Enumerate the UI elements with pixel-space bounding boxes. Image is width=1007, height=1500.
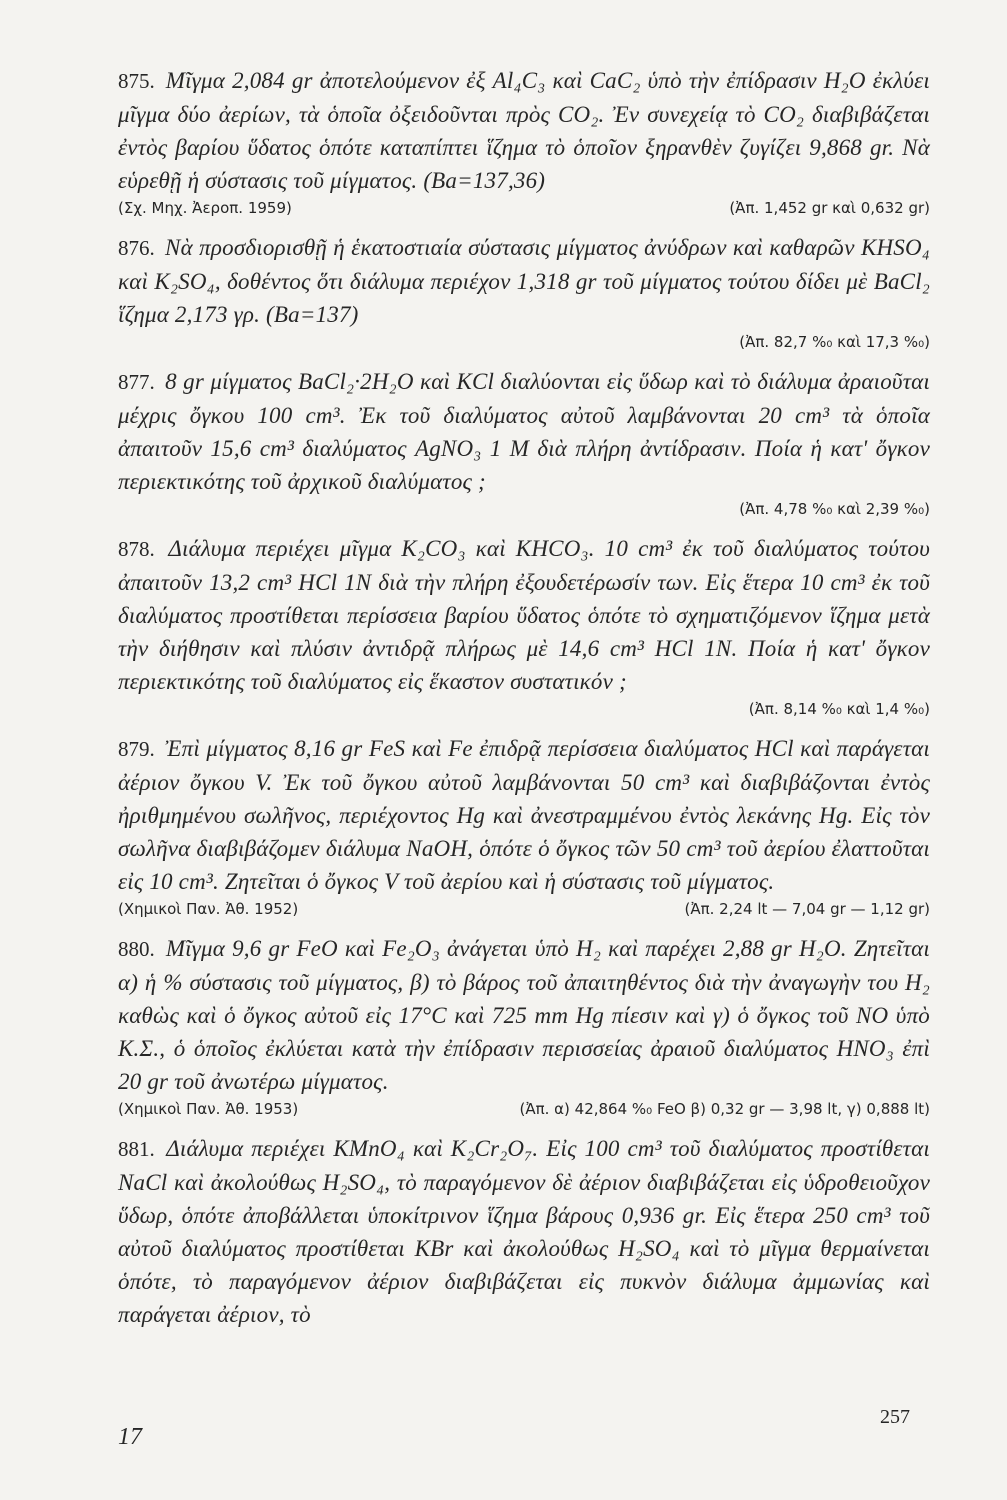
problem-text: Ἐπὶ μίγματος 8,16 gr FeS καὶ Fe ἐπιδρᾷ περίσσεια διαλύματος HCl καὶ παράγεται ἀέριον ὄγκου V. Ἐκ τοῦ ὄγκου αὐτοῦ λαμβάνονται 50 cm³ καὶ διαβιβάζονται ἐντὸς ἠριθμημένου σωλῆνος, περιέχοντος Hg καὶ ἀνεστραμμένου ἐντὸς λεκάνης Hg. Εἰς τὸν σωλῆνα διαβιβάζομεν διάλυμα NaOH, ὁπότε ὁ ὄγκος τῶν 50 cm³ τοῦ ἀερίου ἐλαττοῦται εἰς 10 cm³. Ζητεῖται ὁ ὄγκος V τοῦ ἀερίου καὶ ἡ σύστασις τοῦ μίγματος. <box>118 736 930 894</box>
problem-list <box>118 64 930 1331</box>
problem-877 <box>118 365 930 520</box>
problem-text: Διάλυμα περιέχει μῖγμα K₂CO₃ καὶ KHCO₃. 10 cm³ ἐκ τοῦ διαλύματος τούτου ἀπαιτοῦν 13,2 cm³ HCl 1N διὰ τὴν πλήρη ἐξουδετέρωσίν των. Εἰς ἕτερα 10 cm³ ἐκ τοῦ διαλύματος προστίθεται περίσσεια βαρίου ὕδατος ὁπότε τὸ σχηματιζόμενον ἵζημα μετὰ τὴν διήθησιν καὶ πλύσιν ἀντιδρᾷ πλήρως μὲ 14,6 cm³ HCl 1N. Ποία ἡ κατ' ὄγκον περιεκτικότης τοῦ διαλύματος εἰς ἕκαστον συστατικόν ; <box>118 536 930 694</box>
problem-number: 879. <box>118 737 155 761</box>
problem-answer: (Ἀπ. 8,14 %₀ καὶ 1,4 %₀) <box>748 700 930 718</box>
problem-881 <box>118 1132 930 1331</box>
problem-880 <box>118 932 930 1120</box>
problem-text: Μῖγμα 2,084 gr ἀποτελούμενον ἐξ Al₄C₃ καὶ CaC₂ ὑπὸ τὴν ἐπίδρασιν H₂O ἐκλύει μῖγμα δύο ἀερίων, τὰ ὁποῖα ὀξειδοῦνται πρὸς CO₂. Ἐν συνεχείᾳ τὸ CO₂ διαβιβάζεται ἐντὸς βαρίου ὕδατος ὁπότε καταπίπτει ἵζημα τὸ ὁποῖον ξηρανθὲν ζυγίζει 9,868 gr. Νὰ εὑρεθῇ ἡ σύστασις τοῦ μίγματος. (Ba=137,36) <box>118 68 931 193</box>
problem-answer: (Ἀπ. 82,7 %₀ καὶ 17,3 %₀) <box>739 333 930 351</box>
problem-number: 875. <box>118 69 155 93</box>
problem-number: 880. <box>118 937 155 961</box>
problem-source: (Χημικοὶ Παν. Ἀθ. 1953) <box>118 1100 299 1118</box>
problem-text: Μῖγμα 9,6 gr FeO καὶ Fe₂O₃ ἀνάγεται ὑπὸ H₂ καὶ παρέχει 2,88 gr H₂O. Ζητεῖται α) ἡ % σύστασις τοῦ μίγματος, β) τὸ βάρος τοῦ ἀπαιτηθέντος διὰ τὴν ἀναγωγὴν του H₂ καθὼς καὶ ὁ ὄγκος αὐτοῦ εἰς 17°C καὶ 725 mm Hg πίεσιν καὶ γ) ὁ ὄγκος τοῦ NO ὑπὸ Κ.Σ., ὁ ὁποῖος ἐκλύεται κατὰ τὴν ἐπίδρασιν περισσείας ἀραιοῦ διαλύματος HNO₃ ἐπὶ 20 gr τοῦ ἀνωτέρω μίγματος. <box>118 936 930 1094</box>
problem-text: Διάλυμα περιέχει KMnO₄ καὶ K₂Cr₂O₇. Εἰς 100 cm³ τοῦ διαλύματος προστίθεται NaCl καὶ ἀκολούθως H₂SO₄, τὸ παραγόμενον δὲ ἀέριον διαβιβάζεται εἰς ὑδροθειοῦχον ὕδωρ, ὁπότε ἀποβάλλεται ὑποκίτρινον ἵζημα βάρους 0,936 gr. Εἰς ἕτερα 250 cm³ τοῦ αὐτοῦ διαλύματος προστίθεται KBr καὶ ἀκολούθως H₂SO₄ καὶ τὸ μῖγμα θερμαίνεται ὁπότε, τὸ παραγόμενον ἀέριον διαβιβάζεται εἰς πυκνὸν διάλυμα ἀμμωνίας καὶ παράγεται ἀέριον, τὸ <box>118 1136 930 1327</box>
problem-875 <box>118 64 930 219</box>
problem-answer: (Ἀπ. 2,24 lt — 7,04 gr — 1,12 gr) <box>684 900 930 918</box>
problem-source: (Σχ. Μηχ. Ἀεροπ. 1959) <box>118 199 292 217</box>
signature-mark: 17 <box>118 1424 142 1450</box>
page-number: 257 <box>880 1406 910 1428</box>
problem-876 <box>118 231 930 353</box>
problem-number: 876. <box>118 236 155 260</box>
problem-answer: (Ἀπ. α) 42,864 %₀ FeO β) 0,32 gr — 3,98 lt, γ) 0,888 lt) <box>519 1100 930 1118</box>
problem-number: 878. <box>118 537 155 561</box>
problem-text: Νὰ προσδιορισθῇ ἡ ἑκατοστιαία σύστασις μίγματος ἀνύδρων καὶ καθαρῶν KHSO₄ καὶ K₂SO₄, δοθέντος ὅτι διάλυμα περιέχον 1,318 gr τοῦ μίγματος τούτου δίδει μὲ BaCl₂ ἵζημα 2,173 γρ. (Ba=137) <box>118 235 930 327</box>
problem-number: 881. <box>118 1137 155 1161</box>
problem-answer: (Ἀπ. 4,78 %₀ καὶ 2,39 %₀) <box>739 500 930 518</box>
problem-answer: (Ἀπ. 1,452 gr καὶ 0,632 gr) <box>729 199 930 217</box>
problem-source: (Χημικοὶ Παν. Ἀθ. 1952) <box>118 900 299 918</box>
problem-number: 877. <box>118 370 155 394</box>
problem-text: 8 gr μίγματος BaCl₂·2H₂O καὶ KCl διαλύονται εἰς ὕδωρ καὶ τὸ διάλυμα ἀραιοῦται μέχρις ὄγκου 100 cm³. Ἐκ τοῦ διαλύματος αὐτοῦ λαμβάνονται 20 cm³ τὰ ὁποῖα ἀπαιτοῦν 15,6 cm³ διαλύματος AgNO₃ 1 M διὰ πλήρη ἀντίδρασιν. Ποία ἡ κατ' ὄγκον περιεκτικότης τοῦ ἀρχικοῦ διαλύματος ; <box>118 369 930 494</box>
problem-879 <box>118 732 930 920</box>
problem-878 <box>118 532 930 720</box>
